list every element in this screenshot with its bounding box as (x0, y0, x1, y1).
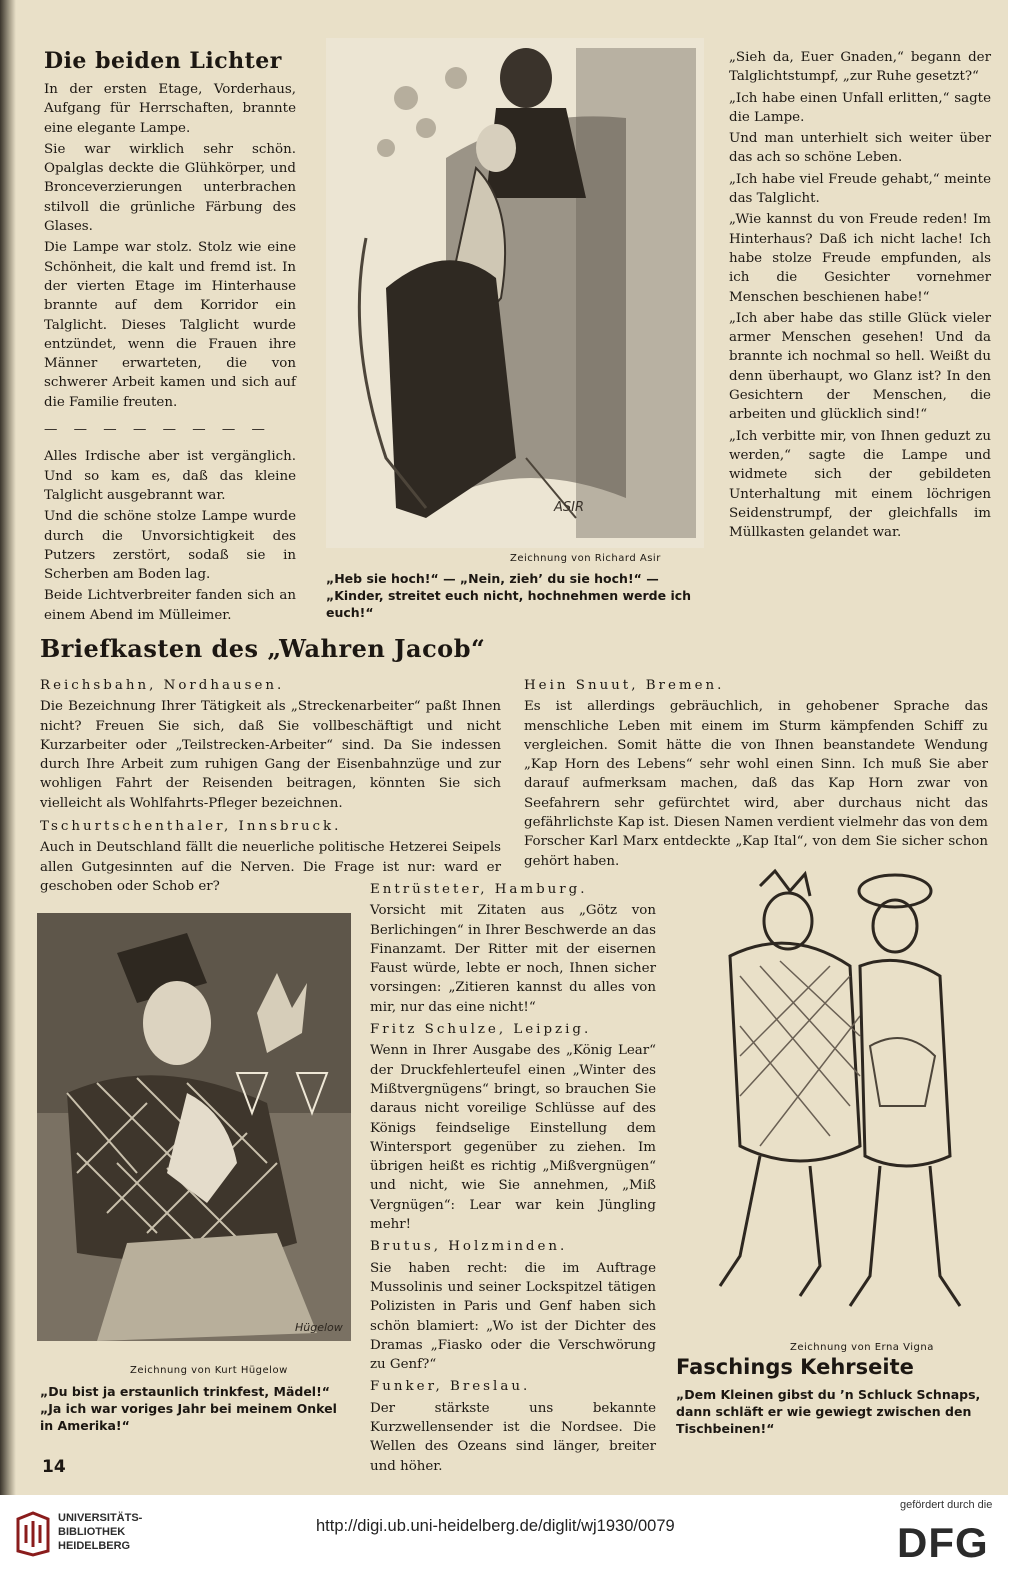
artist-signature: Hügelow (295, 1321, 343, 1334)
letter-addressee: Reichsbahn, Nordhausen. (40, 678, 285, 693)
briefkasten-right-column (524, 676, 988, 873)
article-paragraph: Die Lampe war stolz. Stolz wie eine Schönheit, die kalt und fremd ist. In der vierten Etage im Hinterhause brannte auf dem Korridor ein Talglicht. Dieses Talglicht wurde entzündet, wenn die Frauen ihre Männer erwarteten, die von schwerer Arbeit kamen und sich auf die Familie freuten. (44, 240, 296, 410)
article-paragraph: „Ich aber habe das stille Glück vieler armer Menschen gesehen! Und da brannte ich nochmal so hell. Weißt du denn überhaupt, wo Glanz ist? In den Gesichtern der Menschen, die arbeiten und glücklich sind!“ (729, 310, 991, 423)
illustration-credit: Zeichnung von Erna Vigna (790, 1342, 934, 1353)
permalink-url[interactable]: http://digi.ub.uni-heidelberg.de/diglit/wj1930/0079 (316, 1517, 675, 1535)
illustration-caption: „Heb sie hoch!“ — „Nein, zieh’ du sie hoch!“ — „Kinder, streitet euch nicht, hochnehmen werde ich euch!“ (326, 571, 692, 620)
sailor-woman-drawing (37, 913, 351, 1341)
article-paragraph: Beide Lichtverbreiter fanden sich an einem Abend im Mülleimer. (44, 588, 296, 623)
article-continuation (729, 48, 991, 544)
letter-reply: Es ist allerdings gebräuchlich, in gehobener Sprache das menschliche Leben mit einem im Sturm kämpfenden Schiff zu vergleichen. Somit hätte die von Ihnen beanstandete Wendung „Kap Horn des Lebens“ sehr wohl einen Sinn. Ich muß Sie aber darauf aufmerksam machen, daß das Kap Horn zwar von Seefahrern sehr gefürchtet wird, aber durchaus nicht das gefährlichste Kap ist. Diesen Namen verdient vielmehr das von dem Forscher Karl Marx entdeckte „Kap Ital“, von dem Sie sicher schon gehört haben. (524, 699, 988, 869)
illustration-asir (326, 38, 704, 548)
article-paragraph: Alles Irdische aber ist vergänglich. Und so kam es, daß das kleine Talglicht ausgebrannt war. (44, 449, 296, 503)
letter-reply: Die Bezeichnung Ihrer Tätigkeit als „Streckenarbeiter“ paßt Ihnen nicht? Freuen Sie sich, daß Sie vollbeschäftigt und nicht Kurzarbeiter oder „Teilstrecken-Arbeiter“ sind. Da Sie indessen durch Ihre Arbeit zum ruhigen Gang der Eisenbahnzüge und zur wohligen Fahrt der Reisenden beitragen, könnten Sie sich vielleicht als Wohlfahrts-Pfleger bezeichnen. (40, 699, 501, 811)
briefkasten-middle-column (370, 880, 656, 1478)
letter-reply: Vorsicht mit Zitaten aus „Götz von Berlichingen“ in Ihrer Beschwerde an das Finanzamt. Der Ritter mit der eisernen Faust würde, lebte er noch, Ihnen sicher vorsingen: „Zitieren kannst du alles von mir, nur das eine nicht!“ (370, 903, 656, 1015)
article-body (44, 80, 296, 625)
illustration-title: Faschings Kehrseite (676, 1355, 914, 1379)
letter-reply: Sie haben recht: die im Auftrage Mussolinis und seiner Lockspitzel tätigen Polizisten in Paris und Genf haben sich schön blamiert: „Wo ist der Dichter des Dramas „Fiasko oder die Verschwörung zu Genf?“ (370, 1260, 656, 1373)
letter-addressee: Tschurtschenthaler, Innsbruck. (40, 819, 342, 835)
carnival-couple-drawing (700, 866, 984, 1336)
article-paragraph: „Ich habe viel Freude gehabt,“ meinte das Talglicht. (729, 171, 991, 207)
article-paragraph: „Ich habe einen Unfall erlitten,“ sagte die Lampe. (729, 90, 991, 125)
letter-addressee: Funker, Breslau. (370, 1379, 531, 1395)
letter-reply: Der stärkste uns bekannte Kurzwellensender ist die Nordsee. Die Wellen des Ozeans sind länger, breiter und höher. (370, 1400, 656, 1474)
page-number: 14 (42, 1457, 66, 1477)
letter-addressee: Hein Snuut, Bremen. (524, 678, 725, 693)
illustration-huegelow (37, 913, 351, 1341)
illustration-title-block (676, 1355, 914, 1379)
article-paragraph: In der ersten Etage, Vorderhaus, Aufgang für Herrschaften, brannte eine elegante Lampe. (44, 82, 296, 136)
letter-addressee: Fritz Schulze, Leipzig. (370, 1022, 592, 1038)
illustration-credit: Zeichnung von Kurt Hügelow (130, 1365, 288, 1376)
dfg-logo: DFG (897, 1519, 989, 1566)
artist-signature: ASIR (554, 500, 585, 515)
dancing-couple-drawing (326, 38, 704, 548)
library-name-line: BIBLIOTHEK (58, 1526, 126, 1538)
briefkasten-left-column (40, 676, 501, 898)
letter-reply: Auch in Deutschland fällt die neuerliche politische Hetzerei Seipels allen Gutgesinnten auf die Nerven. Die Frage ist nur: ward er geschoben oder Schob er? (40, 840, 501, 894)
letter-reply: Wenn in Ihrer Ausgabe des „König Lear“ der Druckfehlerteufel einen „Winter des Mißtvergnügens“ bringt, so brauchen Sie daraus nicht voreilige Schlüsse auf des Königs feindselige Einstellung dem Wintersport gegenüber zu ziehen. Im übrigen heißt es richtig „Mißvergnügen“ und nicht, wie Sie annehmen, „Miß Vergnügen“: Lear war kein Jüngling mehr! (370, 1043, 656, 1233)
page-binding-edge (0, 0, 16, 1495)
article-paragraph: Sie war wirklich sehr schön. Opalglas deckte die Glühkörper, und Bronceverzierungen unterbrachen stilvoll die grünliche Färbung des Glases. (44, 141, 296, 235)
viewer-footer (0, 1495, 1017, 1585)
letter-addressee: Entrüsteter, Hamburg. (370, 882, 588, 897)
university-library-logo-icon (14, 1511, 52, 1557)
section-title: Briefkasten des „Wahren Jacob“ (40, 634, 486, 663)
section-divider: — — — — — — — — (44, 422, 271, 438)
briefkasten-header (40, 634, 1000, 663)
article-paragraph: „Wie kannst du von Freude reden! Im Hinterhaus? Daß ich nicht lache! Ich habe stolze Freude empfunden, als ich die Gesichter vornehmer Menschen beschienen habe!“ (729, 212, 991, 305)
illustration-credit: Zeichnung von Richard Asir (510, 553, 661, 564)
funding-note: gefördert durch die (900, 1499, 993, 1511)
illustration-caption: „Dem Kleinen gibst du ’n Schluck Schnaps, dann schläft er wie gewiegt zwischen den Tischbeinen!“ (676, 1387, 981, 1436)
library-name-line: HEIDELBERG (58, 1540, 131, 1552)
article-paragraph: „Sieh da, Euer Gnaden,“ begann der Talglichtstumpf, „zur Ruhe gesetzt?“ (729, 50, 991, 85)
article-paragraph: Und die schöne stolze Lampe wurde durch die Unvorsichtigkeit des Putzers zerstört, sodaß sie in Scherben am Boden lag. (44, 509, 296, 583)
illustration-vigna (700, 866, 984, 1336)
letter-addressee: Brutus, Holzminden. (370, 1239, 568, 1255)
article-die-beiden-lichter (44, 48, 296, 627)
library-name (58, 1511, 142, 1553)
illustration-caption: „Du bist ja erstaunlich trinkfest, Mädel!“ „Ja ich war voriges Jahr bei meinem Onkel in Amerika!“ (40, 1384, 337, 1433)
article-paragraph: Und man unterhielt sich weiter über das ach so schöne Leben. (729, 131, 991, 166)
article-title: Die beiden Lichter (44, 48, 282, 74)
article-paragraph: „Ich verbitte mir, von Ihnen geduzt zu werden,“ sagte die Lampe und widmete sich der gebildeten Unterhaltung mit einem löchrigen Seidenstrumpf, der gleichfalls im Müllkasten gelandet war. (729, 428, 991, 541)
library-name-line: UNIVERSITÄTS- (58, 1512, 143, 1524)
